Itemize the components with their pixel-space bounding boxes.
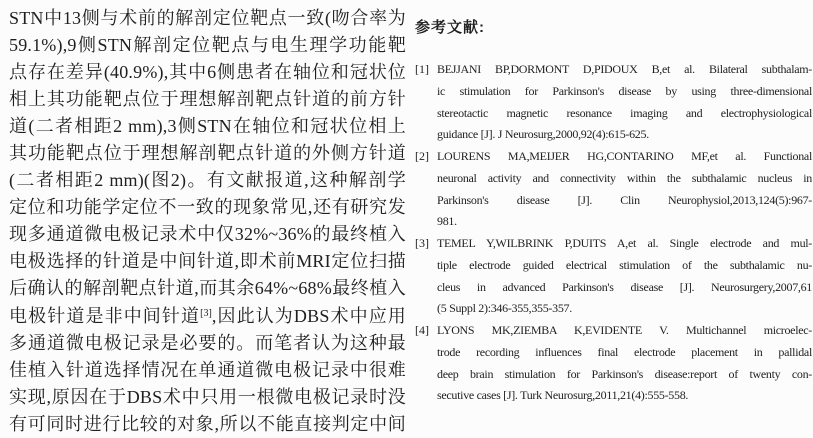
- left-column: [9, 5, 406, 438]
- reference-number: [4]: [415, 323, 429, 337]
- reference-line: LOURENS MA,MEIJER HG,CONTARINO MF,et al. Functional: [437, 149, 812, 163]
- reference-line: secutive cases [J]. Turk Neurosurg,2011,21(4):555-558.: [437, 388, 689, 403]
- text-line: 电极针道是非中间针道[3],因此认为DBS术中应用: [9, 305, 406, 326]
- reference-line: ic stimulation for Parkinson's disease by using three-dimensional: [437, 83, 812, 98]
- text-line: STN中13侧与术前的解剖定位靶点一致(吻合率为: [9, 8, 406, 28]
- text-line: 佳植入针道选择情况在单通道微电极记录中很难: [9, 359, 406, 380]
- reference-line: guidance [J]. J Neurosurg,2000,92(4):615-625.: [437, 127, 649, 142]
- references-heading: 参考文献:: [415, 19, 485, 36]
- reference-line: TEMEL Y,WILBRINK P,DUITS A,et al. Single electrode and mul-: [437, 236, 812, 250]
- reference-item: [415, 59, 812, 146]
- reference-number: [1]: [415, 62, 429, 76]
- reference-line: 981.: [437, 214, 457, 229]
- text-line: 相上其功能靶点位于理想解剖靶点针道的前方针: [9, 89, 406, 110]
- text-line: 现多通道微电极记录术中仅32%~36%的最终植入: [9, 224, 406, 245]
- reference-line: deep brain stimulation for Parkinson's disease:report of twenty con-: [437, 366, 812, 381]
- text-line: 电极选择的针道是中间针道,即术前MRI定位扫描: [9, 251, 406, 272]
- reference-line: (5 Suppl 2):346-355,355-357.: [437, 301, 572, 316]
- reference-line: cleus in advanced Parkinson's disease [J]. Neurosurgery,2007,61: [437, 279, 812, 294]
- text-line: (二者相距2 mm)(图2)。有文献报道,这种解剖学: [9, 170, 406, 191]
- reference-number: [2]: [415, 149, 429, 163]
- citation-superscript: [3]: [200, 307, 212, 319]
- reference-line: tiple electrode guided electrical stimulation of the subthalamic nu-: [437, 257, 812, 272]
- reference-number: [3]: [415, 236, 429, 250]
- reference-line: BEJJANI BP,DORMONT D,PIDOUX B,et al. Bilateral subthalam-: [437, 62, 812, 76]
- reference-line: stereotactic magnetic resonance imaging and electrophysiological: [437, 105, 812, 120]
- reference-line: Parkinson's disease [J]. Clin Neurophysiol,2013,124(5):967-: [437, 192, 812, 207]
- text-line: 其功能靶点位于理想解剖靶点针道的外侧方针道: [9, 143, 406, 164]
- text-line: 59.1%),9侧STN解剖定位靶点与电生理学功能靶: [9, 35, 406, 56]
- reference-line: neuronal activity and connectivity within the subthalamic nucleus in: [437, 170, 812, 185]
- reference-line: LYONS MK,ZIEMBA K,EVIDENTE V. Multichannel microelec-: [437, 323, 812, 337]
- text-line: 点存在差异(40.9%),其中6侧患者在轴位和冠状位: [9, 62, 406, 83]
- text-line: 道(二者相距2 mm),3侧STN在轴位和冠状位相上: [9, 116, 406, 137]
- reference-line: trode recording influences final electrode placement in pallidal: [437, 344, 812, 359]
- reference-item: [415, 233, 812, 320]
- text-line: 有可同时进行比较的对象,所以不能直接判定中间: [9, 413, 406, 434]
- reference-item: [415, 146, 812, 233]
- reference-item: [415, 320, 812, 407]
- text-line: 多通道微电极记录是必要的。而笔者认为这种最: [9, 332, 406, 353]
- text-line: 后确认的解剖靶点针道,而其余64%~68%最终植入: [9, 278, 406, 299]
- text-line: 定位和功能学定位不一致的现象常见,还有研究发: [9, 197, 406, 218]
- text-line: 实现,原因在于DBS术中只用一根微电极记录时没: [9, 386, 406, 407]
- reference-list: [415, 59, 812, 407]
